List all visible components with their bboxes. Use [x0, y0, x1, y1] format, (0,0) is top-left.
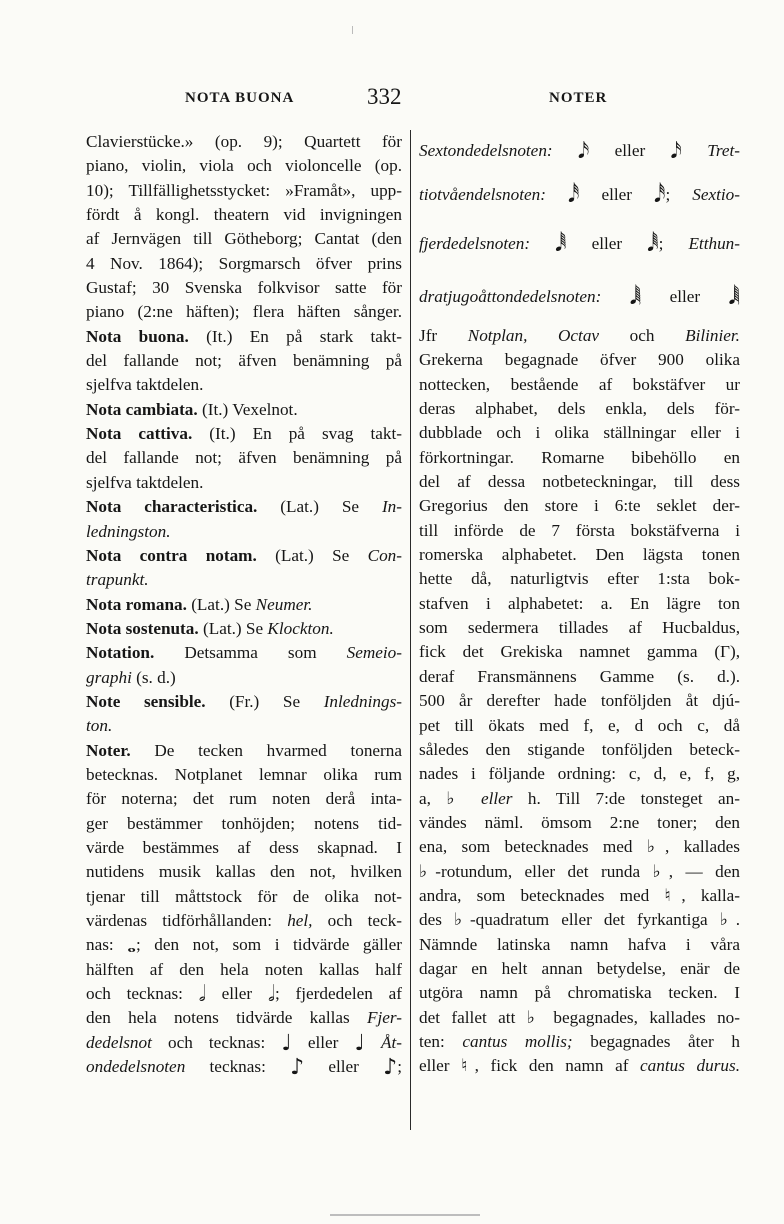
text-line — [86, 714, 402, 738]
text-span: del af dessa notbeteckningar, till dess — [419, 472, 740, 492]
text-line — [86, 1006, 402, 1030]
text-span: och — [599, 326, 686, 345]
text-span: nades i följande ordning: c, d, e, f, g, — [419, 764, 740, 784]
text-span: hälften af den hela noten kallas half — [86, 959, 402, 979]
text-line — [86, 885, 402, 909]
text-span: eller — [579, 185, 655, 204]
text-span: dubblade och i olika ställningar eller i — [419, 423, 740, 443]
text-span: del fallande not; äfven benämning på — [86, 448, 402, 468]
text-span: 10); Tillfällighetsstycket: »Framåt», upp- — [86, 180, 402, 200]
text-span: Sextondedelsnoten: — [419, 141, 553, 160]
text-span: des ♭-quadratum eller det fyrkantiga ♭. — [419, 910, 740, 930]
text-line — [86, 836, 402, 860]
text-span — [546, 185, 568, 204]
text-span: piano (2:ne häften); flera häften sånger. — [86, 302, 402, 322]
text-span: tiotvåendelsnoten: — [419, 185, 546, 204]
text-span: och teck- — [312, 911, 402, 930]
text-span: ; fjerdedelen af — [274, 984, 402, 1004]
text-span: 4 Nov. 1864); Sorgmarsch öfver prins — [86, 253, 402, 273]
text-span: det fallet att ♭ begagnades, kallades no- — [419, 1007, 740, 1027]
text-span: ; — [397, 1057, 402, 1077]
text-span: således den stigande tonföljden beteck- — [419, 739, 740, 759]
text-span: Nämnde latinska namn hafva i våra — [419, 934, 740, 954]
text-line — [86, 860, 402, 884]
text-line — [419, 470, 740, 494]
entry-headword: Nota contra notam. — [86, 545, 257, 565]
text-span: cantus mollis; — [462, 1031, 573, 1051]
right-column — [419, 130, 740, 1079]
note-symbol-icon: 𝅘𝅥𝅱 — [555, 232, 567, 258]
text-line — [419, 592, 740, 616]
text-line — [86, 593, 402, 617]
text-span: Gustaf; 30 Svenska folkvisor satte för — [86, 278, 402, 298]
note-symbol-icon: 𝅝 — [127, 933, 136, 958]
text-line — [86, 349, 402, 373]
text-span: tjenar till måttstock för de olika not- — [86, 886, 402, 906]
text-span: Gregorius den store i 6:te seklet der- — [419, 496, 740, 516]
note-symbol-icon: 𝅘𝅥𝅯 — [577, 139, 590, 165]
text-span: eller — [481, 788, 513, 808]
text-span: utgöra namn på chromatiska tecken. I — [419, 983, 740, 1003]
text-span: dagar en helt annan betydelse, enär de — [419, 958, 740, 978]
text-span — [365, 1033, 381, 1052]
column-divider — [410, 130, 411, 1130]
text-line — [419, 519, 740, 543]
text-span: (Lat.) Se — [257, 497, 382, 517]
running-header — [0, 84, 784, 114]
text-line — [86, 617, 402, 641]
text-span — [682, 141, 707, 160]
text-span: (It.) En på stark takt- — [188, 326, 402, 346]
text-span: Sextio- — [692, 185, 740, 204]
text-span: ; den not, som i tidvärde gäller — [135, 935, 402, 955]
text-line — [86, 1055, 402, 1079]
text-span: tecknas: — [185, 1057, 291, 1077]
text-span: Semeio- — [346, 643, 402, 663]
text-span: Tret- — [707, 141, 740, 160]
text-line — [86, 227, 402, 251]
text-line — [419, 714, 740, 738]
text-span: värde bestämmes af dess skapnad. I — [86, 837, 402, 857]
text-line — [419, 640, 740, 664]
text-span: fjerdedelsnoten: — [419, 234, 531, 253]
page-mark — [352, 26, 353, 34]
text-span: graphi — [86, 667, 132, 687]
text-span: Klockton. — [267, 618, 334, 638]
text-span: nas: — [86, 935, 128, 955]
text-span: sjelfva taktdelen. — [86, 375, 204, 395]
text-span: Etthun- — [688, 234, 740, 253]
note-symbol-icon: 𝅗𝅥 — [267, 982, 275, 1007]
text-line — [419, 616, 740, 640]
text-line — [86, 933, 402, 957]
text-span: ger bestämmer tonhöjden; notens tid- — [86, 813, 402, 833]
text-line — [86, 203, 402, 227]
text-span: ♭-rotundum, eller det runda ♭, — den — [419, 861, 740, 881]
text-line — [419, 933, 740, 957]
note-symbol-icon: 𝅗𝅥 — [198, 982, 206, 1007]
text-span: del fallande not; äfven benämning på — [86, 351, 402, 371]
text-span: ondedelsnoten — [86, 1057, 186, 1077]
entry-headword: Nota cambiata. — [86, 399, 198, 419]
text-span: Åt- — [381, 1032, 402, 1052]
text-line — [86, 154, 402, 178]
text-line — [419, 130, 740, 172]
note-symbol-icon: ♩ — [281, 1030, 292, 1056]
text-line — [86, 495, 402, 519]
text-line — [86, 568, 402, 592]
text-line — [86, 958, 402, 982]
text-span: förkortningar. Romarne bibehöllo en — [419, 447, 740, 467]
text-span: Neumer. — [255, 594, 313, 614]
text-span: ledningston. — [86, 521, 171, 541]
page-number: 332 — [367, 84, 402, 109]
text-line — [419, 494, 740, 518]
text-span: Fjer- — [367, 1008, 402, 1028]
text-span: sjelfva taktdelen. — [86, 472, 204, 492]
note-symbol-icon: ♪ — [383, 1055, 398, 1080]
text-line — [419, 421, 740, 445]
text-span: ; — [658, 234, 689, 253]
text-span: (It.) En på svag takt- — [192, 424, 402, 444]
text-span: dratjugoåttondedelsnoten: — [419, 287, 602, 306]
text-line — [86, 252, 402, 276]
text-span: trapunkt. — [86, 570, 149, 590]
text-line — [419, 1006, 740, 1030]
text-line — [86, 179, 402, 203]
text-line — [419, 218, 740, 270]
text-line — [86, 520, 402, 544]
text-line — [419, 324, 740, 348]
text-span: eller — [205, 984, 268, 1004]
text-line — [419, 787, 740, 811]
text-span: (It.) Vexelnot. — [197, 399, 298, 419]
text-line — [419, 397, 740, 421]
text-span — [530, 234, 555, 253]
text-line — [419, 665, 740, 689]
text-line — [419, 172, 740, 218]
text-span: (Lat.) Se — [198, 618, 268, 638]
text-line — [419, 567, 740, 591]
note-symbol-icon: ♩ — [354, 1030, 365, 1056]
text-line — [86, 373, 402, 397]
text-span: fick det Grekiska namnet gamma (Γ), — [419, 642, 740, 662]
note-symbol-icon: ♪ — [290, 1055, 305, 1080]
note-symbol-icon: 𝅘𝅥𝅲 — [728, 285, 740, 311]
text-line — [86, 812, 402, 836]
text-span: ena, som betecknades med ♭, kallades — [419, 837, 740, 857]
text-line — [86, 641, 402, 665]
text-span: till införde de 7 första bokstäfverna i — [419, 520, 740, 540]
text-span: deras alphabet, dels enkla, dels för- — [419, 399, 740, 419]
text-line — [419, 860, 740, 884]
text-span: hette då, naturligtvis efter 1:sta bok- — [419, 569, 740, 589]
text-span: eller — [566, 234, 648, 253]
text-span: för noterna; det rum noten derå inta- — [86, 789, 402, 809]
text-line — [86, 398, 402, 422]
text-line — [86, 739, 402, 763]
text-span: Clavierstücke.» (op. 9); Quartett för — [86, 132, 402, 151]
text-span: ton. — [86, 716, 113, 736]
text-span — [601, 287, 629, 306]
header-left-title: NOTA BUONA — [185, 90, 295, 106]
text-span: nottecken, bestående af bokstäfver ur — [419, 374, 740, 394]
text-span: (Lat.) Se — [256, 545, 368, 565]
text-span: (Lat.) Se — [186, 594, 256, 614]
text-line — [86, 300, 402, 324]
text-span: eller — [641, 287, 729, 306]
text-span: som sedermera tillades af Hucbaldus, — [419, 618, 740, 638]
text-span: betecknas. Notplanet lemnar olika rum — [86, 764, 402, 784]
text-span: a, ♭ — [419, 788, 481, 808]
text-line — [86, 544, 402, 568]
text-span: eller — [304, 1057, 384, 1077]
text-span: In- — [381, 497, 402, 517]
text-line — [419, 543, 740, 567]
entry-headword: Nota sostenuta. — [86, 618, 199, 638]
note-symbol-icon: 𝅘𝅥𝅲 — [629, 285, 642, 311]
text-span: Detsamma som — [154, 643, 347, 663]
text-span: h. Till 7:de tonsteget an- — [512, 788, 740, 808]
header-right-title: NOTER — [549, 90, 608, 106]
entry-headword: Noter. — [86, 740, 131, 760]
text-span: begagnades åter h — [572, 1031, 740, 1051]
text-line — [419, 957, 740, 981]
text-line — [86, 909, 402, 933]
text-span: Grekerna begagnade öfver 900 olika — [419, 350, 740, 370]
text-line — [86, 982, 402, 1006]
text-line — [419, 762, 740, 786]
text-span: eller — [291, 1032, 355, 1052]
text-span: och tecknas: — [151, 1032, 282, 1052]
entry-headword: Nota buona. — [86, 326, 189, 346]
text-line — [86, 1031, 402, 1055]
text-line — [419, 1054, 740, 1078]
text-line — [86, 666, 402, 690]
text-line — [86, 276, 402, 300]
entry-headword: Nota cattiva. — [86, 424, 193, 444]
text-span: piano, violin, viola och violoncelle (op. — [86, 156, 402, 176]
text-span: cantus durus. — [640, 1056, 740, 1076]
text-span: Jfr — [419, 326, 468, 345]
page-bottom-mark — [330, 1214, 480, 1216]
text-line — [419, 1030, 740, 1054]
text-line — [419, 348, 740, 372]
entry-headword: Nota characteristica. — [86, 497, 258, 517]
text-line — [86, 763, 402, 787]
text-span — [553, 141, 578, 160]
text-line — [86, 325, 402, 349]
text-span: Inlednings- — [323, 691, 402, 711]
text-span: pet till ökats med f, e, d och c, då — [419, 715, 740, 735]
text-span: dedelsnot — [86, 1032, 152, 1052]
left-column — [86, 130, 402, 1079]
text-span: deraf Fransmännens Gamme (s. d.). — [419, 666, 740, 686]
text-span: Notplan, Octav — [467, 326, 600, 345]
text-line — [419, 446, 740, 470]
text-line — [419, 373, 740, 397]
text-line — [419, 811, 740, 835]
text-span: af Jernvägen till Götheborg; Cantat (den — [86, 229, 402, 249]
text-line — [419, 738, 740, 762]
text-span: Bilinier. — [685, 326, 740, 345]
text-line — [419, 835, 740, 859]
entry-headword: Notation. — [86, 643, 155, 663]
text-span: och tecknas: — [86, 984, 199, 1004]
text-span: värdenas tidförhållanden: — [86, 911, 288, 930]
text-line — [86, 787, 402, 811]
text-span: stafven i alphabetet: a. En lägre ton — [419, 593, 740, 613]
text-span: eller ♮, fick den namn af — [419, 1056, 641, 1076]
text-span: nutidens musik kallas den not, hvilken — [86, 862, 402, 882]
text-span: ten: — [419, 1031, 463, 1051]
text-line — [419, 884, 740, 908]
text-span: ; — [665, 185, 693, 204]
text-span: 500 år derefter hade tonföljden åt djú- — [419, 691, 740, 711]
text-line — [86, 130, 402, 154]
note-symbol-icon: 𝅘𝅥𝅰 — [654, 183, 666, 209]
text-line — [419, 270, 740, 324]
note-symbol-icon: 𝅘𝅥𝅰 — [568, 183, 580, 209]
text-span: andra, som betecknades med ♮, kalla- — [419, 885, 740, 905]
text-span: romerska alphabetet. Den lägsta tonen — [419, 545, 740, 565]
text-line — [86, 446, 402, 470]
text-span: (Fr.) Se — [205, 691, 324, 711]
text-span: De tecken hvarmed tonerna — [130, 740, 402, 760]
entry-headword: Nota romana. — [86, 594, 187, 614]
text-line — [86, 690, 402, 714]
text-span: fördt å kongl. theatern vid invigningen — [86, 205, 402, 225]
note-symbol-icon: 𝅘𝅥𝅱 — [647, 232, 659, 258]
text-line — [86, 422, 402, 446]
text-span: Con- — [367, 545, 402, 565]
text-span: vändes näml. ömsom 2:ne toner; den — [419, 812, 740, 832]
text-span: eller — [589, 141, 671, 160]
text-line — [419, 689, 740, 713]
text-span: hel, — [287, 911, 313, 930]
text-span: den hela notens tidvärde kallas — [86, 1008, 368, 1028]
text-line — [86, 471, 402, 495]
text-line — [419, 908, 740, 932]
text-span: (s. d.) — [131, 667, 176, 687]
entry-headword: Note sensible. — [86, 691, 206, 711]
note-symbol-icon: 𝅘𝅥𝅯 — [670, 139, 682, 165]
text-line — [419, 981, 740, 1005]
